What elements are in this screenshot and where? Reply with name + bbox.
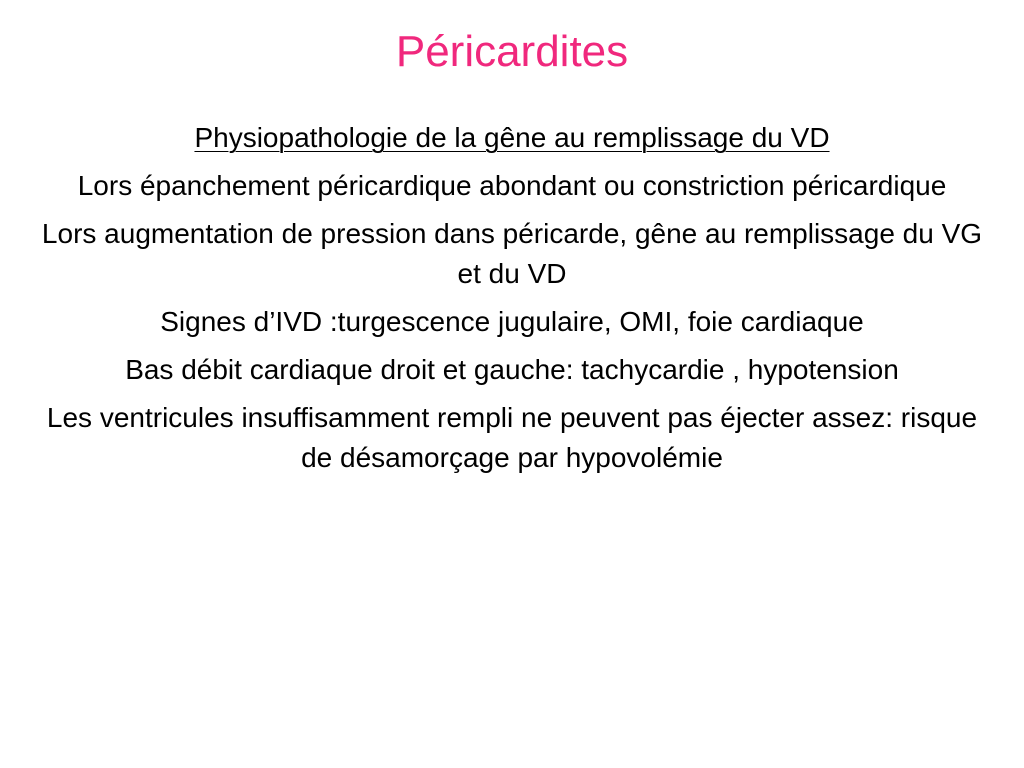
slide-body <box>40 118 984 486</box>
body-line-augmentation-pression: Lors augmentation de pression dans péricarde, gêne au remplissage du VG et du VD <box>41 218 983 289</box>
slide-subtitle: Physiopathologie de la gêne au remplissage du VD <box>194 122 830 153</box>
body-line-ventricules: Les ventricules insuffisamment rempli ne peuvent pas éjecter assez: risque de désamorçage par hypovolémie <box>46 402 978 473</box>
body-line-bas-debit: Bas débit cardiaque droit et gauche: tachycardie , hypotension <box>125 354 899 385</box>
slide-title: Péricardites <box>395 27 629 76</box>
body-line-epanchement: Lors épanchement péricardique abondant ou constriction péricardique <box>77 170 947 201</box>
body-line-signes-ivd: Signes d’IVD :turgescence jugulaire, OMI, foie cardiaque <box>160 306 864 337</box>
